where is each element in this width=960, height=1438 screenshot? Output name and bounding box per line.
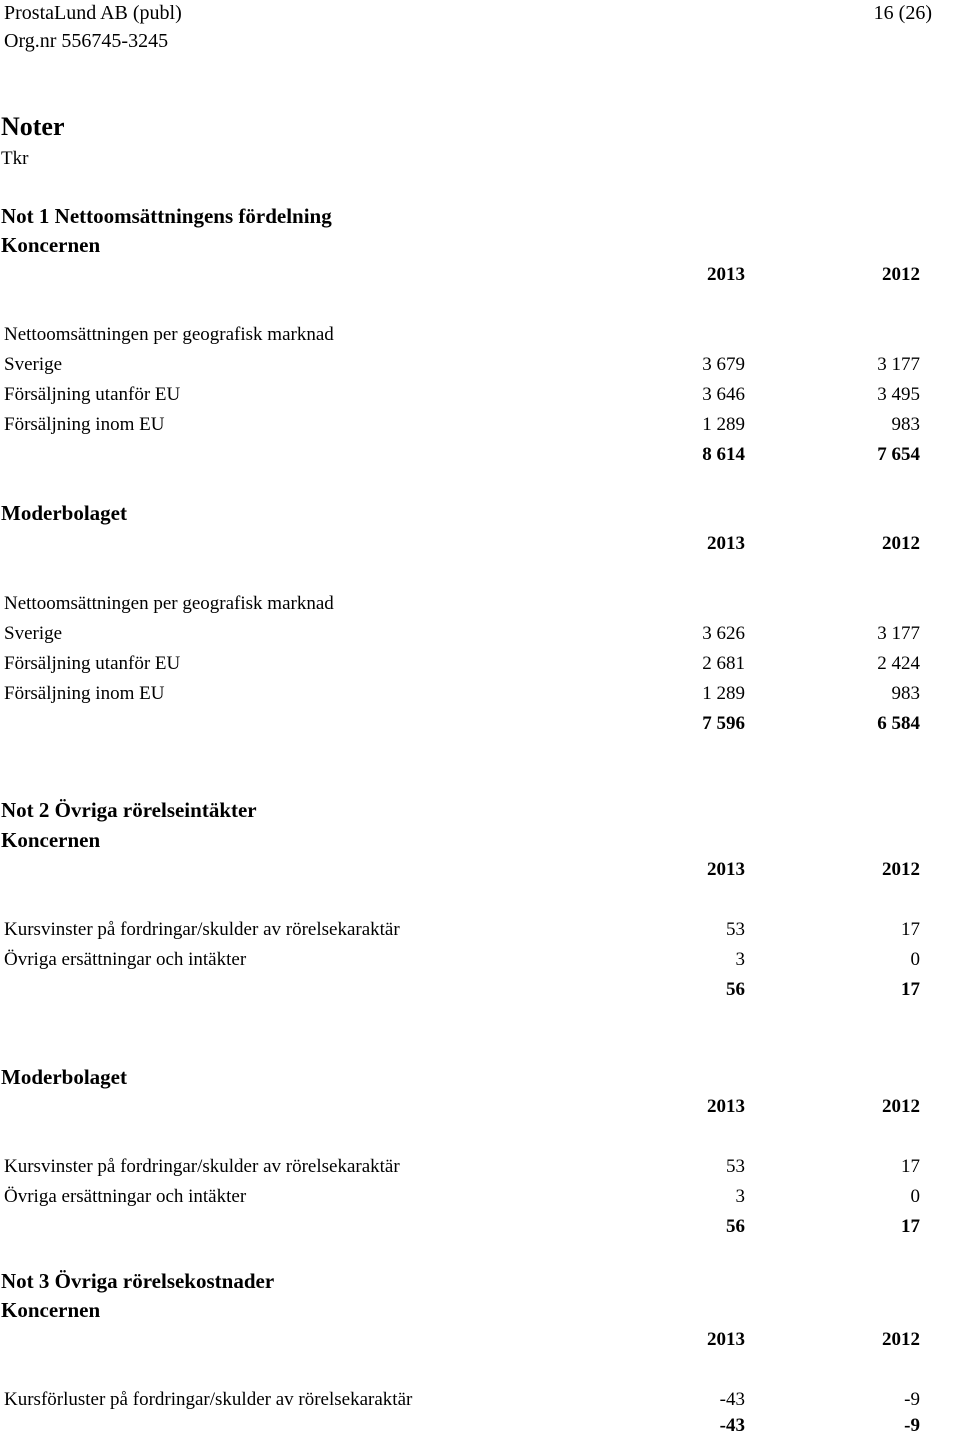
not2-moderbolaget-label: Moderbolaget: [1, 1065, 127, 1089]
not2-heading: Not 2 Övriga rörelseintäkter: [1, 798, 257, 822]
table-cell: -43: [719, 1389, 745, 1410]
table-row-label: Försäljning utanför EU: [4, 384, 181, 405]
table-cell: 983: [891, 683, 920, 704]
not3-heading: Not 3 Övriga rörelsekostnader: [1, 1269, 275, 1293]
table-cell: 3: [735, 949, 745, 970]
not3-koncernen-label: Koncernen: [1, 1298, 101, 1322]
table-cell: 3 626: [702, 623, 745, 644]
table-cell: 17: [901, 919, 920, 940]
not2-moderbolaget-year-2013: 2013: [707, 1096, 745, 1117]
not1-koncernen-subheading: Nettoomsättningen per geografisk marknad: [4, 324, 334, 345]
not1-moderbolaget-label: Moderbolaget: [1, 501, 127, 525]
table-cell: 3: [735, 1186, 745, 1207]
table-row-label: Övriga ersättningar och intäkter: [4, 1186, 247, 1207]
page-title: Noter: [1, 112, 65, 141]
not1-koncernen-year-2012: 2012: [882, 264, 920, 285]
table-cell: 2 424: [877, 653, 920, 674]
table-row-label: Försäljning inom EU: [4, 414, 165, 435]
table-cell: 3 177: [877, 623, 920, 644]
total-cell: 7 654: [877, 444, 920, 465]
table-row-label: Sverige: [4, 354, 63, 375]
table-cell: 3 679: [702, 354, 745, 375]
not1-moderbolaget-year-2012: 2012: [882, 533, 920, 554]
not1-koncernen-label: Koncernen: [1, 233, 101, 257]
table-cell: 53: [726, 919, 745, 940]
table-cell: 3 495: [877, 384, 920, 405]
table-cell: 2 681: [702, 653, 745, 674]
table-row-label: Övriga ersättningar och intäkter: [4, 949, 247, 970]
table-cell: 17: [901, 1156, 920, 1177]
total-cell: -43: [719, 1415, 745, 1436]
table-row-label: Försäljning utanför EU: [4, 653, 181, 674]
table-row-label: Kursvinster på fordringar/skulder av rörelsekaraktär: [4, 1156, 400, 1177]
table-row-label: Sverige: [4, 623, 63, 644]
table-cell: 0: [910, 949, 920, 970]
total-cell: 56: [726, 979, 745, 1000]
table-cell: 3 646: [702, 384, 745, 405]
total-cell: 17: [901, 979, 920, 1000]
total-cell: -9: [904, 1415, 920, 1436]
not3-koncernen-year-2012: 2012: [882, 1329, 920, 1350]
page-number: 16 (26): [873, 2, 932, 24]
not1-moderbolaget-subheading: Nettoomsättningen per geografisk marknad: [4, 593, 334, 614]
table-row-label: Kursförluster på fordringar/skulder av rörelsekaraktär: [4, 1389, 413, 1410]
company-name: ProstaLund AB (publ): [4, 2, 182, 24]
not1-moderbolaget-year-2013: 2013: [707, 533, 745, 554]
total-cell: 56: [726, 1216, 745, 1237]
not3-koncernen-year-2013: 2013: [707, 1329, 745, 1350]
table-row-label: Kursvinster på fordringar/skulder av rörelsekaraktär: [4, 919, 400, 940]
not2-koncernen-label: Koncernen: [1, 828, 101, 852]
not2-koncernen-year-2012: 2012: [882, 859, 920, 880]
org-number: Org.nr 556745-3245: [4, 30, 169, 52]
table-cell: 1 289: [702, 683, 745, 704]
total-cell: 6 584: [877, 713, 920, 734]
table-cell: 983: [891, 414, 920, 435]
total-cell: 17: [901, 1216, 920, 1237]
table-row-label: Försäljning inom EU: [4, 683, 165, 704]
table-cell: -9: [904, 1389, 920, 1410]
table-cell: 3 177: [877, 354, 920, 375]
table-cell: 1 289: [702, 414, 745, 435]
unit-label: Tkr: [1, 148, 29, 169]
table-cell: 0: [910, 1186, 920, 1207]
not1-koncernen-year-2013: 2013: [707, 264, 745, 285]
total-cell: 7 596: [702, 713, 745, 734]
not1-heading: Not 1 Nettoomsättningens fördelning: [1, 204, 332, 228]
not2-moderbolaget-year-2012: 2012: [882, 1096, 920, 1117]
table-cell: 53: [726, 1156, 745, 1177]
not2-koncernen-year-2013: 2013: [707, 859, 745, 880]
total-cell: 8 614: [702, 444, 745, 465]
